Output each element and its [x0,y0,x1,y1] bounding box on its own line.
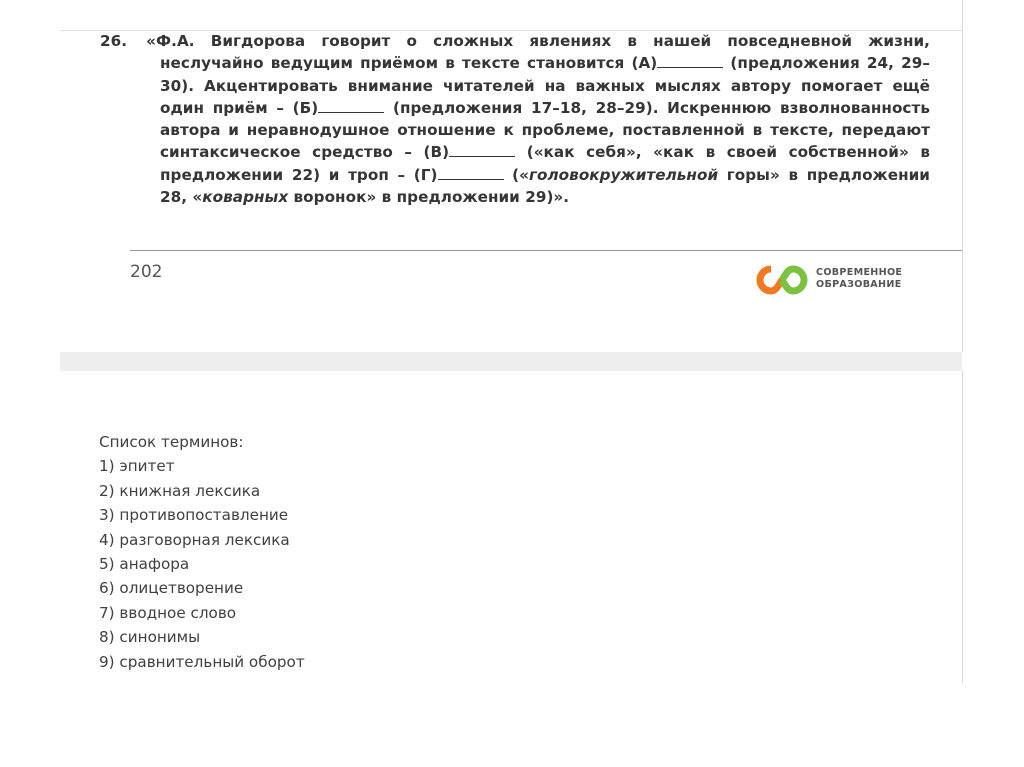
term-item: 2) книжная лексика [99,481,261,500]
blank-v [449,144,515,157]
task-text-part-6: горы» в предложении 28, « [160,165,930,207]
term-item: 9) сравнительный оборот [99,652,305,671]
task-text-part-4: («как себя», «как в своей собственной» в предложении 22) и троп – (Г) [160,143,930,184]
logo-mark-icon [752,260,812,300]
task-text [130,30,930,208]
terms-heading: Список терминов: [99,433,244,451]
term-item: 4) разговорная лексика [99,530,290,549]
page-number: 202 [130,262,163,282]
task-text-part-2: (предложения 24, 29–30). Акцентировать внимание читателей на важных мыслях автору помогает ещё один приём – (Б) [160,54,930,117]
term-item: 8) синонимы [99,628,201,647]
task-26 [130,30,930,208]
blank-b [318,100,384,113]
task-text-part-5: (« [503,165,530,184]
task-text-part-3: (предложения 17–18, 28–29). Искреннюю взволнованность автора и неравнодушное отношение к проблеме, поставленной в тексте, передают синтаксическое средство – (В) [160,98,930,162]
task-text-italic-1: головокружительной [529,165,719,184]
blank-g [438,167,504,180]
term-item: 1) эпитет [99,457,175,476]
logo-line-2: ОБРАЗОВАНИЕ [816,279,902,290]
term-item: 5) анафора [99,555,190,574]
term-item: 3) противопоставление [99,506,289,525]
task-text-part-1: «Ф.А. Вигдорова говорит о сложных явлениях в нашей повседневной жизни, неслучайно ведущим приёмом в тексте становится (А) [146,32,931,73]
publisher-logo [752,260,922,300]
task-text-italic-2: коварных [202,188,289,207]
footer-rule [130,250,962,251]
terms-list [99,430,305,674]
logo-text [816,267,902,291]
term-item: 7) вводное слово [99,603,237,622]
task-text-part-7: воронок» в предложении 29)». [288,188,570,207]
logo-line-1: СОВРЕМЕННОЕ [816,267,903,278]
blank-a [657,55,723,68]
page-gap [60,352,962,371]
term-item: 6) олицетворение [99,579,244,598]
